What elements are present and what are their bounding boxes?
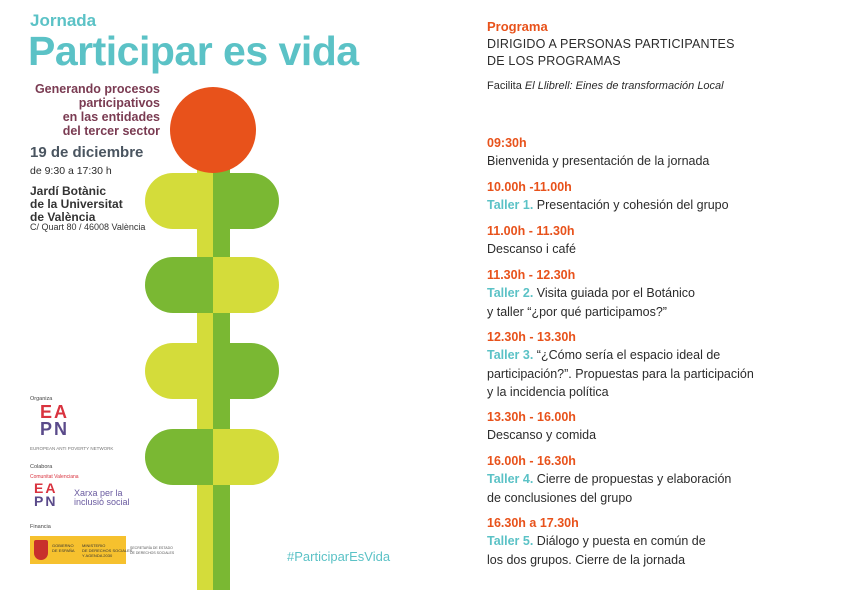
schedule-item	[487, 178, 827, 215]
schedule-time: 11.00h - 11.30h	[487, 224, 575, 238]
eapn-cv-letters-top: EA	[34, 480, 58, 496]
programa-title: Programa	[487, 19, 548, 34]
gov-line: DE DERECHOS SOCIALES	[82, 548, 133, 553]
leaf-left-1	[145, 173, 213, 229]
schedule-description: Taller 4. Cierre de propuestas y elaboración	[487, 472, 732, 486]
schedule-description: participación?”. Propuestas para la participación	[487, 366, 754, 381]
plant-illustration	[145, 85, 285, 595]
venue-line: Jardí Botànic	[30, 184, 107, 198]
colabora-label: Colabora	[30, 464, 53, 470]
schedule-description: y la incidencia política	[487, 385, 609, 399]
schedule-time: 13.30h - 16.00h	[487, 410, 576, 424]
schedule-item	[487, 408, 827, 445]
subtitle-line: Generando procesos	[34, 82, 160, 96]
schedule-time: 09:30h	[487, 136, 527, 150]
hashtag: #ParticiparEsVida	[287, 549, 391, 564]
gov-line: Y AGENDA 2030	[82, 553, 113, 558]
subtitle-line: del tercer sector	[62, 124, 160, 138]
schedule-description: Descanso i café	[487, 242, 576, 256]
schedule-description: Taller 2. Visita guiada por el Botánico	[487, 286, 696, 300]
schedule-description: Taller 5. Diálogo y puesta en común de	[487, 534, 706, 548]
schedule-item	[487, 514, 827, 569]
schedule-time: 12.30h - 13.30h	[487, 330, 576, 344]
gov-text-3	[130, 546, 174, 555]
programa-audience-line: DE LOS PROGRAMAS	[487, 54, 621, 68]
gov-line: MINISTERIO	[82, 543, 106, 548]
event-subtitle	[32, 82, 160, 138]
taller-label: Taller 3.	[487, 348, 537, 362]
programa-audience-line: DIRIGIDO A PERSONAS PARTICIPANTES	[487, 37, 735, 51]
event-venue	[30, 185, 123, 224]
event-address: C/ Quart 80 / 46008 València	[30, 222, 146, 232]
subtitle-line: en las entidades	[62, 110, 160, 124]
schedule-description: Taller 1. Presentación y cohesión del grupo	[487, 198, 729, 212]
eapn-cv-caption: Comunitat Valenciana	[30, 474, 79, 480]
eapn-cv-logo	[34, 482, 57, 508]
financia-label: Financia	[30, 524, 51, 530]
xarxa-line: inclusió social	[74, 497, 130, 507]
schedule-description: los dos grupos. Cierre de la jornada	[487, 552, 686, 567]
venue-line: de València	[30, 210, 96, 224]
facilita-prefix: Facilita	[487, 80, 525, 92]
taller-label: Taller 1.	[487, 198, 537, 212]
schedule-description: Descanso y comida	[487, 428, 597, 442]
schedule-item	[487, 266, 827, 321]
xarxa-line: Xarxa per la	[74, 488, 123, 498]
leaf-left-4	[145, 429, 213, 485]
taller-label: Taller 5.	[487, 534, 537, 548]
gov-line: GOBIERNO	[52, 543, 74, 548]
schedule-time: 11.30h - 12.30h	[487, 268, 576, 282]
schedule-item	[487, 222, 827, 259]
event-hours: de 9:30 a 17:30 h	[30, 165, 112, 177]
taller-label: Taller 4.	[487, 472, 537, 486]
eapn-logo	[40, 404, 69, 438]
eapn-cv-letters-bottom: PN	[34, 493, 58, 509]
gov-line: DE DERECHOS SOCIALES	[130, 550, 175, 555]
schedule-description: Bienvenida y presentación de la jornada	[487, 154, 710, 168]
subtitle-line: participativos	[78, 96, 160, 110]
schedule-description: de conclusiones del grupo	[487, 490, 633, 505]
gov-text-2	[82, 543, 132, 558]
gov-line: DE ESPAÑA	[52, 548, 75, 553]
gov-line: SECRETARÍA DE ESTADO	[130, 546, 173, 550]
schedule-item	[487, 134, 827, 171]
leaf-left-2	[145, 257, 213, 313]
schedule-time: 10.00h -11.00h	[487, 180, 572, 194]
schedule-description: Taller 3. “¿Cómo sería el espacio ideal de	[487, 348, 721, 362]
facilita-text	[487, 80, 724, 92]
venue-line: de la Universitat	[30, 197, 123, 211]
leaf-left-3	[145, 343, 213, 399]
schedule-item	[487, 328, 827, 402]
gov-text-1	[52, 543, 75, 553]
event-label: Jornada	[30, 11, 97, 30]
schedule-time: 16.00h - 16.30h	[487, 454, 576, 468]
facilita-name: El Llibrell: Eines de transformación Local	[524, 80, 724, 92]
leaf-right-4	[213, 429, 279, 485]
shield-icon	[34, 540, 48, 560]
leaf-right-3	[213, 343, 279, 399]
flower-circle	[170, 87, 256, 173]
leaf-right-1	[213, 173, 279, 229]
schedule-time: 16.30h a 17.30h	[487, 516, 579, 530]
schedule-item	[487, 452, 827, 507]
eapn-letters-top: EA	[40, 402, 70, 422]
page-title: Participar es vida	[28, 28, 359, 74]
schedule-description: y taller “¿por qué participamos?”	[487, 304, 667, 319]
leaf-right-2	[213, 257, 279, 313]
eapn-caption: EUROPEAN ANTI POVERTY NETWORK	[30, 446, 114, 451]
organiza-label: Organiza	[30, 396, 53, 402]
event-date: 19 de diciembre	[30, 144, 144, 161]
xarxa-logo	[74, 489, 130, 507]
taller-label: Taller 2.	[487, 286, 537, 300]
eapn-letters-bottom: PN	[40, 419, 70, 439]
